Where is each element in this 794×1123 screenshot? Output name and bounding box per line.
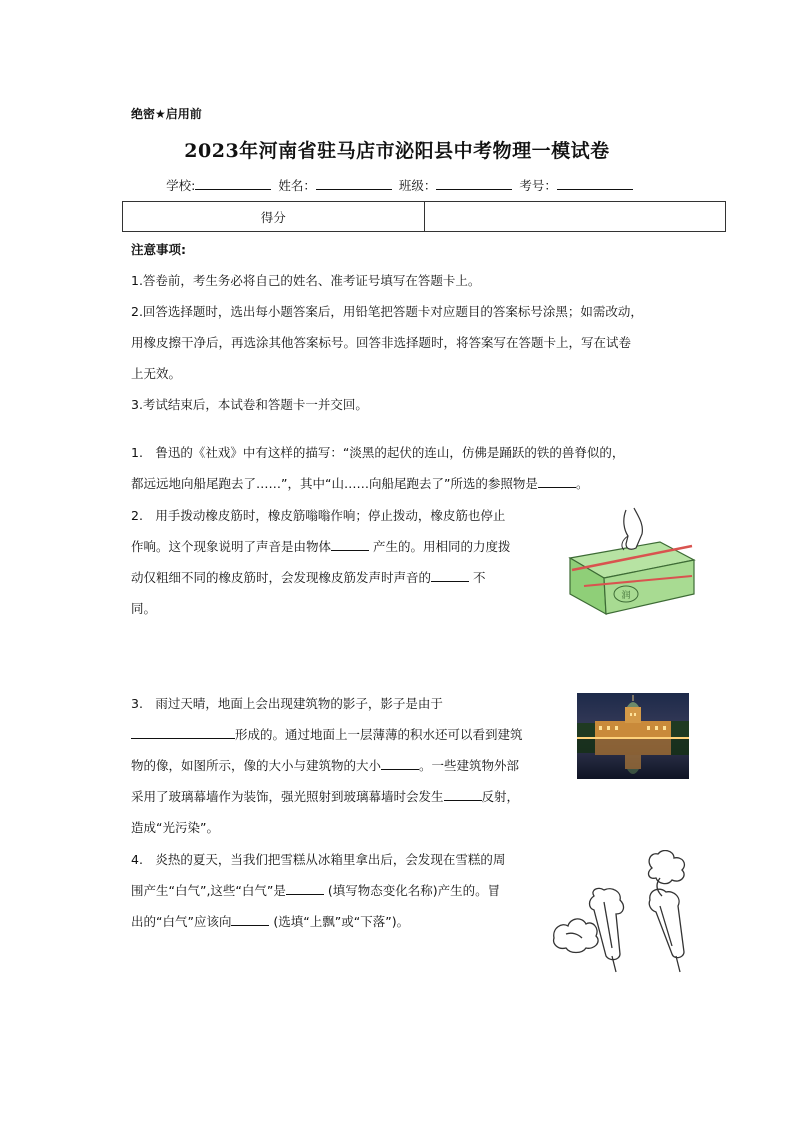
q3-blank-1[interactable] <box>131 726 235 739</box>
ice-pop-left <box>590 888 624 959</box>
exam-no-field[interactable] <box>557 177 633 190</box>
exam-no-label: 考号： <box>519 178 557 193</box>
q1-line1: 1. 鲁迅的《社戏》中有这样的描写：“淡黑的起伏的连山，仿佛是踊跃的铁的兽脊似的， <box>131 445 625 460</box>
q4-line3 <box>131 912 409 930</box>
vapor-cloud-left <box>554 919 598 953</box>
q1-answer-blank[interactable] <box>538 475 576 488</box>
student-info-row <box>131 176 671 194</box>
score-label: 得分 <box>123 202 425 232</box>
q1-text-b: 。 <box>575 476 589 491</box>
q1-text-a: 都远远地向船尾跑去了……”，其中“山……向船尾跑去了”所选的参照物是 <box>131 476 538 491</box>
q3-blank-3[interactable] <box>444 788 482 801</box>
q4-line1: 4. 炎热的夏天，当我们把雪糕从冰箱里拿出后，会发现在雪糕的周 <box>131 852 506 867</box>
vapor-cloud-top <box>649 851 685 884</box>
q3-text-d: 。一些建筑物外部 <box>419 758 520 773</box>
notice-item-1: 1.答卷前，考生务必将自己的姓名、准考证号填写在答题卡上。 <box>131 273 481 288</box>
ice-pop-right <box>649 889 684 957</box>
hand-icon <box>624 508 643 549</box>
q3-line5: 造成“光污染”。 <box>131 820 219 835</box>
building-reflection-photo <box>577 693 689 779</box>
q4-blank-1[interactable] <box>286 882 324 895</box>
q2-line3 <box>131 568 486 586</box>
q4-text-d: (选填“上飘”或“下落”)。 <box>269 914 410 929</box>
school-label: 学校: <box>166 178 196 193</box>
q3-text-f: 反射， <box>481 789 520 804</box>
page-title: 2023年河南省驻马店市泌阳县中考物理一模试卷 <box>184 140 610 162</box>
q3-line4 <box>131 787 519 805</box>
q2-line4: 同。 <box>131 601 157 616</box>
ice-pop-vapor-figure <box>552 850 698 974</box>
ice-pop-stick-right <box>676 956 680 972</box>
q2-line2 <box>131 537 511 555</box>
q4-text-b: (填写物态变化名称)产生的。冒 <box>323 883 501 898</box>
q2-text-a: 作响。这个现象说明了声音是由物体 <box>131 539 332 554</box>
box-label: 润 <box>621 591 631 601</box>
q4-blank-2[interactable] <box>231 913 269 926</box>
q4-text-c: 出的“白气”应该向 <box>131 914 232 929</box>
q2-text-d: 不 <box>469 570 486 585</box>
q2-text-c: 动仅粗细不同的橡皮筋时，会发现橡皮筋发声时声音的 <box>131 570 432 585</box>
q2-text-b: 产生的。用相同的力度拨 <box>369 539 511 554</box>
q2-blank-2[interactable] <box>431 569 469 582</box>
q3-text-b: 形成的。通过地面上一层薄薄的积水还可以看到建筑 <box>235 727 523 742</box>
class-label: 班级： <box>398 178 437 193</box>
name-field[interactable] <box>316 177 392 190</box>
rubber-band-box-figure <box>564 506 700 616</box>
ice-pop-stick-left <box>612 956 616 972</box>
q1-line2 <box>131 474 588 492</box>
score-table <box>122 201 726 232</box>
class-field[interactable] <box>436 177 512 190</box>
school-field[interactable] <box>195 177 271 190</box>
name-label: 姓名： <box>278 178 316 193</box>
q3-line3 <box>131 756 519 774</box>
notice-item-2-line2: 用橡皮擦干净后，再选涂其他答案标号。回答非选择题时，将答案写在答题卡上，写在试卷 <box>131 335 632 350</box>
notice-heading: 注意事项: <box>131 242 186 257</box>
q2-blank-1[interactable] <box>331 538 369 551</box>
q4-text-a: 围产生“白气”,这些“白气”是 <box>131 883 286 898</box>
notice-item-2-line3: 上无效。 <box>131 366 182 381</box>
confidential-label: 绝密★启用前 <box>131 107 202 121</box>
notice-item-3: 3.考试结束后，本试卷和答题卡一并交回。 <box>131 397 368 412</box>
q3-line1: 3. 雨过天晴，地面上会出现建筑物的影子，影子是由于 <box>131 696 443 711</box>
q2-line1: 2. 用手拨动橡皮筋时，橡皮筋嗡嗡作响；停止拨动，橡皮筋也停止 <box>131 508 506 523</box>
q3-text-e: 采用了玻璃幕墙作为装饰，强光照射到玻璃幕墙时会发生 <box>131 789 444 804</box>
q3-text-c: 物的像，如图所示，像的大小与建筑物的大小 <box>131 758 382 773</box>
q4-line2 <box>131 881 500 899</box>
notice-item-2-line1: 2.回答选择题时，选出每小题答案后，用铅笔把答题卡对应题目的答案标号涂黑；如需改动， <box>131 304 643 319</box>
q3-blank-2[interactable] <box>381 757 419 770</box>
q3-line2 <box>131 725 523 743</box>
score-value <box>424 202 726 232</box>
